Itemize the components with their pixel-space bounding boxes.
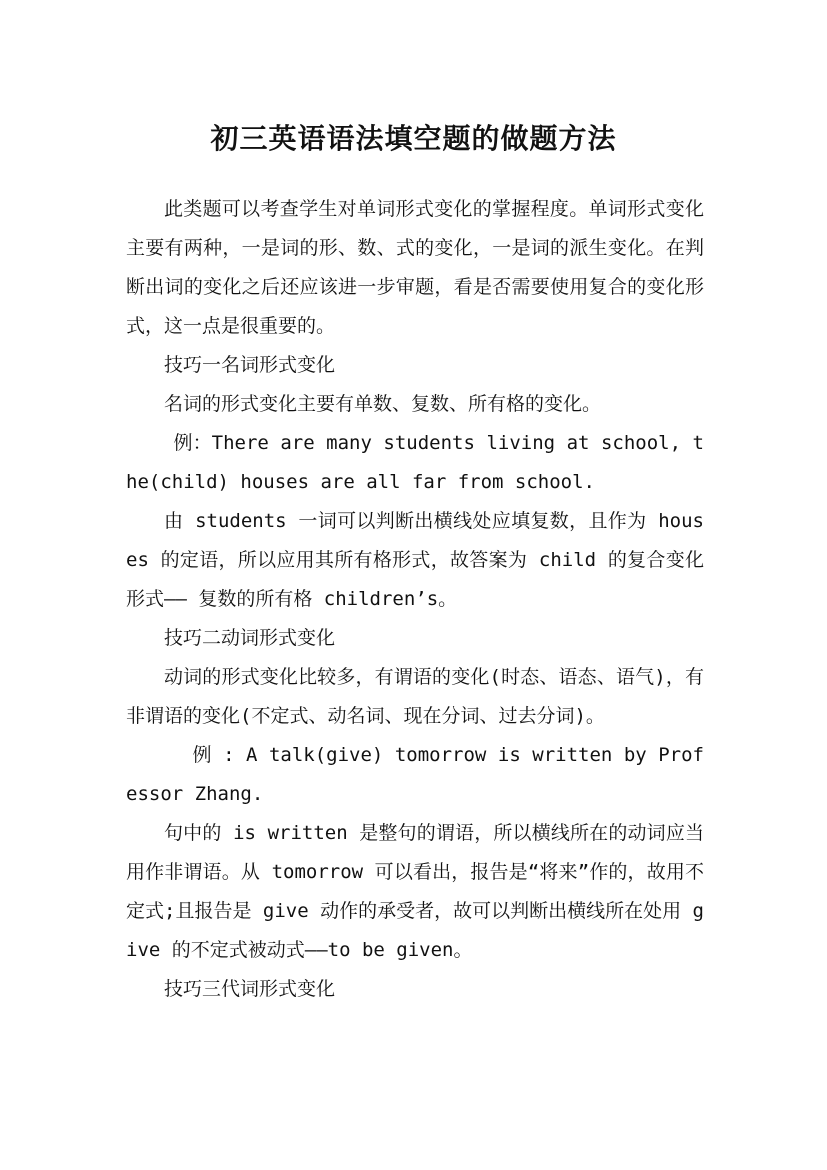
- noun-example: 例：There are many students living at school, the(child) houses are all far from school.: [126, 432, 704, 493]
- section-heading-verb: 技巧二动词形式变化: [164, 627, 336, 649]
- document-body: [126, 190, 704, 1009]
- verb-description: 动词的形式变化比较多，有谓语的变化(时态、语态、语气)，有非谓语的变化(不定式、动名词、现在分词、过去分词)。: [126, 666, 704, 727]
- verb-example: 例 : A talk(give) tomorrow is written by Professor Zhang.: [126, 744, 704, 805]
- section-heading-pronoun: 技巧三代词形式变化: [164, 978, 336, 1000]
- verb-explanation: 句中的 is written 是整句的谓语，所以横线所在的动词应当用作非谓语。从 tomorrow 可以看出，报告是“将来”作的，故用不定式;且报告是 give 动作的承受者，故可以判断出横线所在处用 give 的不定式被动式——to be given。: [126, 822, 704, 961]
- section-heading-noun: 技巧一名词形式变化: [164, 354, 336, 376]
- noun-explanation: 由 students 一词可以判断出横线处应填复数，且作为 houses 的定语，所以应用其所有格形式，故答案为 child 的复合变化形式—— 复数的所有格 children’s。: [126, 510, 704, 610]
- intro-paragraph: 此类题可以考查学生对单词形式变化的掌握程度。单词形式变化主要有两种，一是词的形、数、式的变化，一是词的派生变化。在判断出词的变化之后还应该进一步审题，看是否需要使用复合的变化形式，这一点是很重要的。: [126, 198, 704, 337]
- noun-description: 名词的形式变化主要有单数、复数、所有格的变化。: [164, 393, 602, 415]
- document-title: 初三英语语法填空题的做题方法: [210, 121, 617, 155]
